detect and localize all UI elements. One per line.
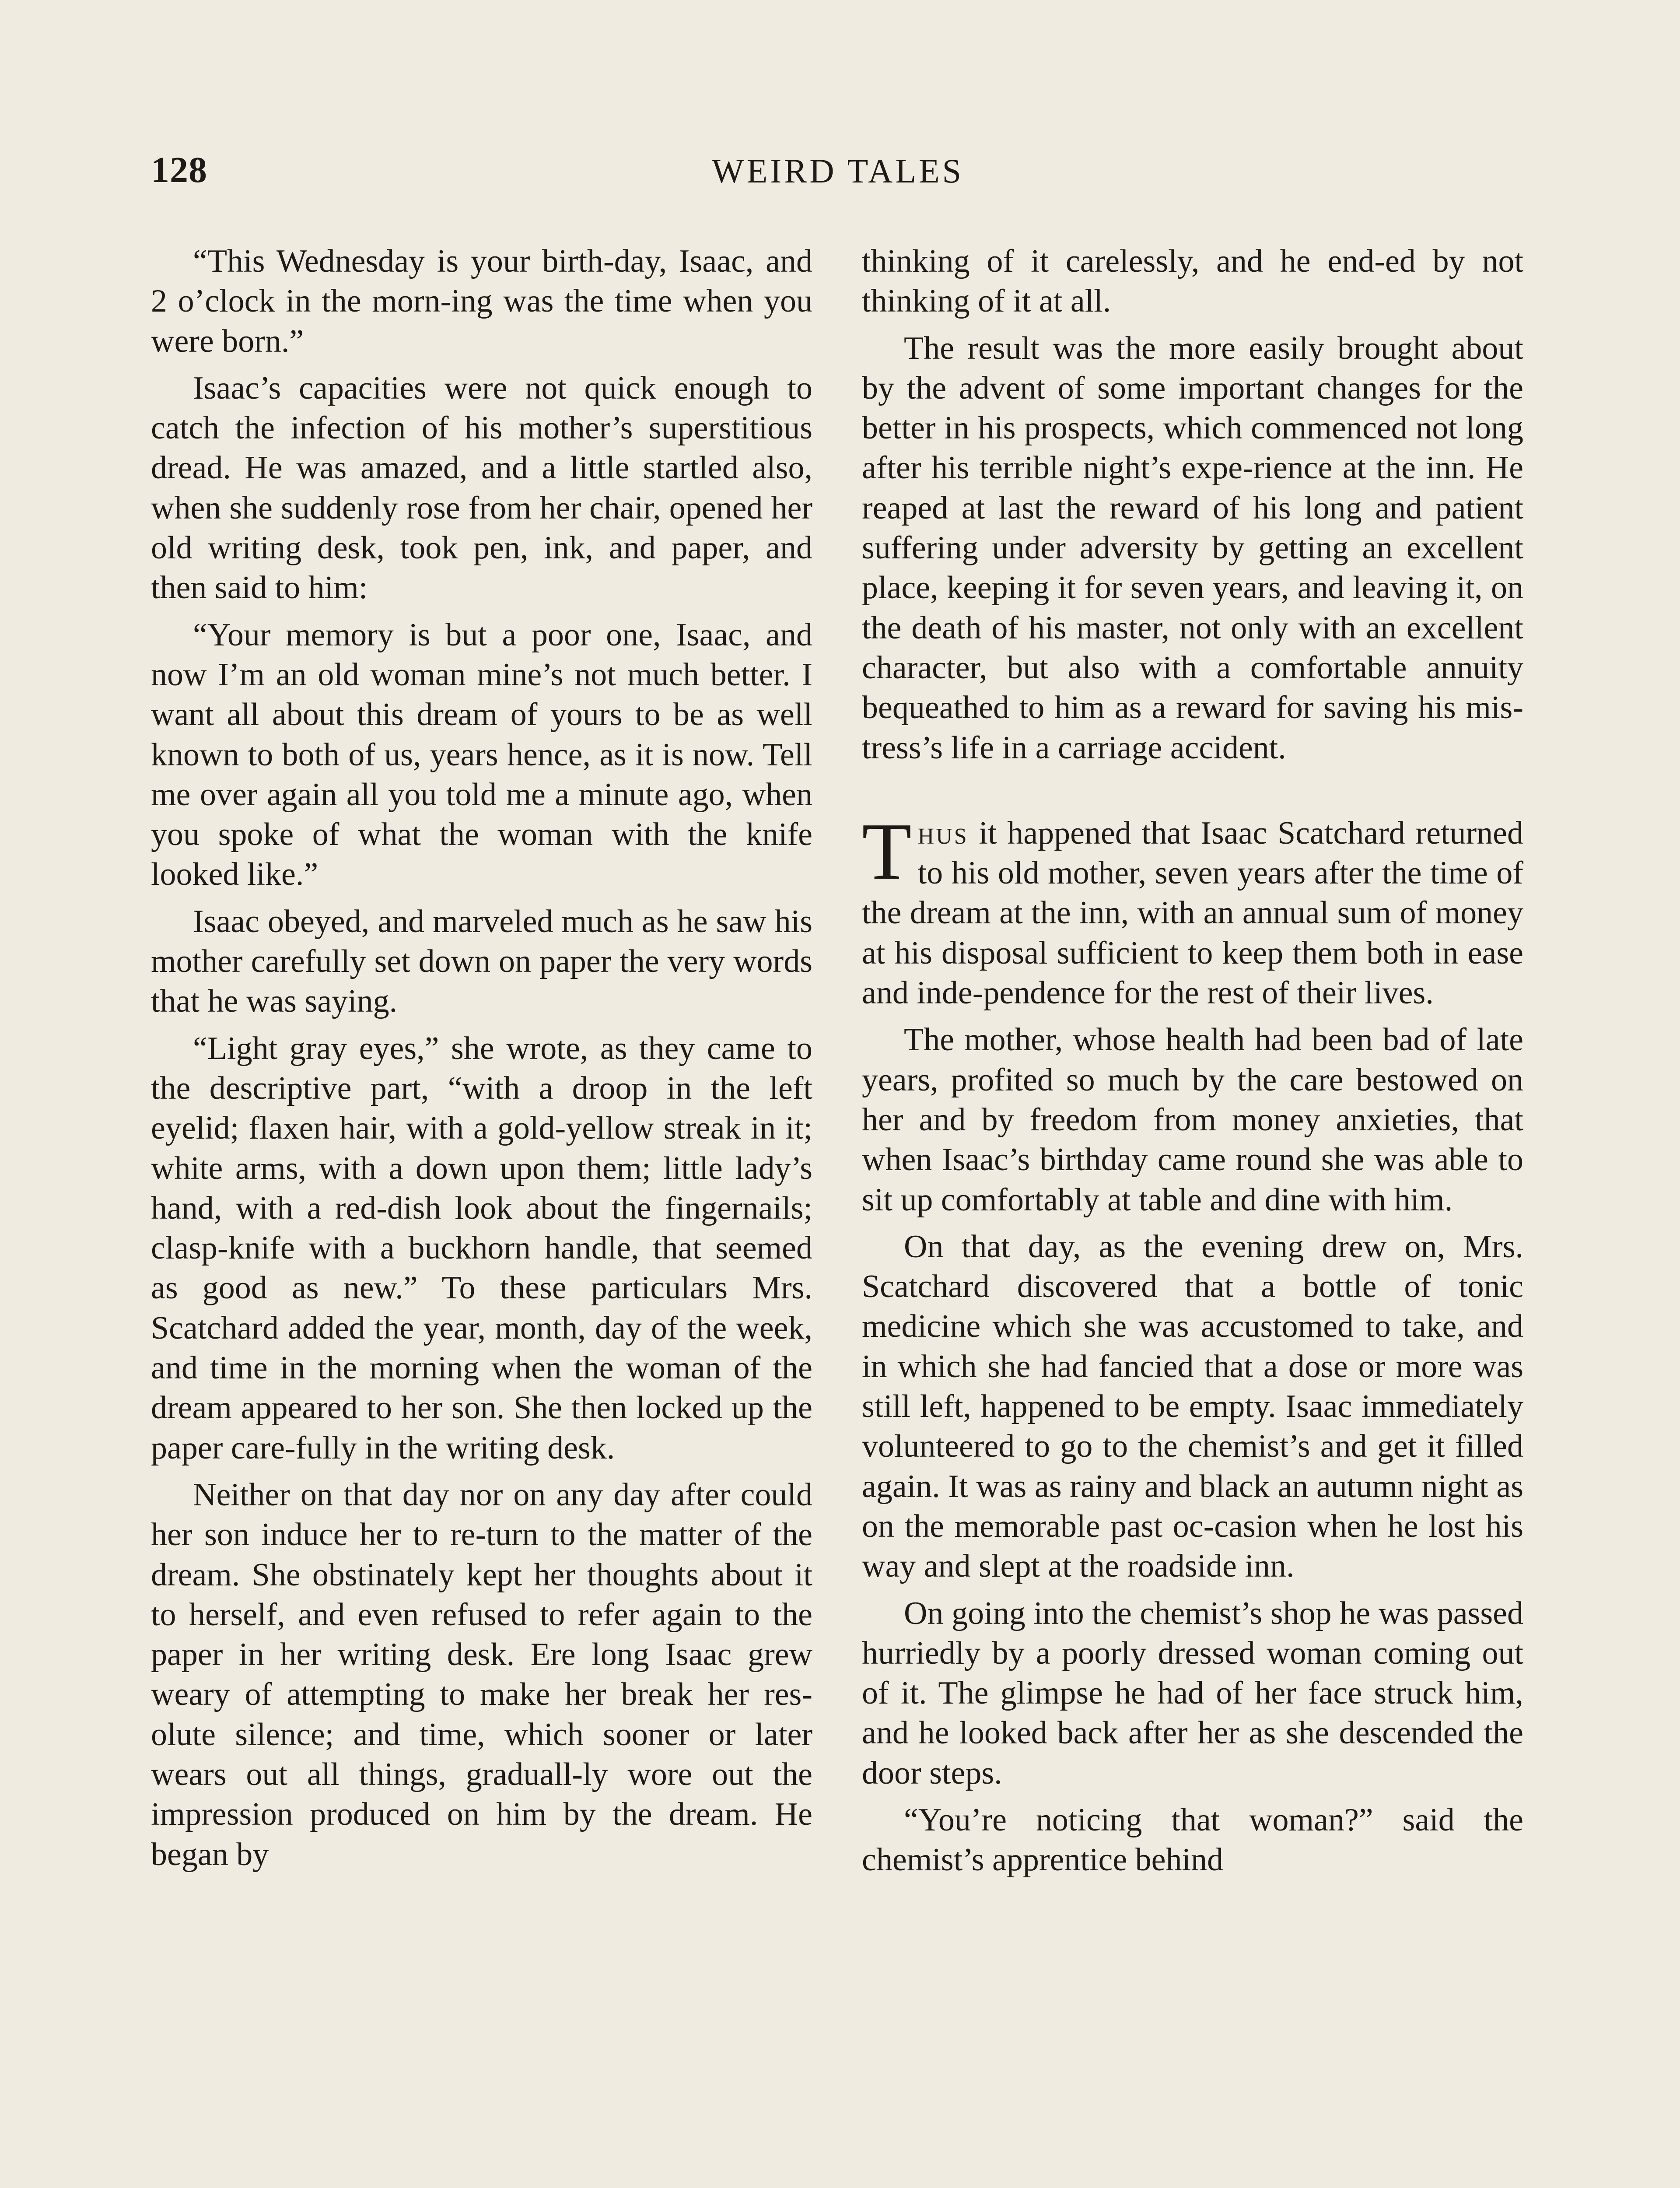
- paragraph: “Your memory is but a poor one, Isaac, and now I’m an old woman mine’s not much better. I want all about this dream of yours to be as well known to both of us, years hence, as it is now. Tell me over again all you told me a minute ago, when you spoke of what the woman with the knife looked like.”: [151, 617, 812, 893]
- paragraph: The mother, whose health had been bad of late years, profited so much by the care bestowed on her and by freedom from money anxieties, that when Isaac’s birthday came round she was able to sit up comfortably at table and dine with him.: [862, 1022, 1523, 1218]
- paragraph-text: it happened that Isaac Scatchard returned to his old mother, seven years after the time of the dream at the inn, with an annual sum of money at his disposal sufficient to keep them both in ease and inde-pendence for the rest of their lives.: [862, 815, 1523, 1011]
- running-head-title: WEIRD TALES: [711, 152, 964, 190]
- left-column: [151, 242, 812, 1882]
- paragraph: On going into the chemist’s shop he was passed hurriedly by a poorly dressed woman coming out of it. The glimpse he had of her face struck him, and he looked back after her as she descended the door steps.: [862, 1595, 1523, 1791]
- drop-cap: T: [862, 806, 912, 897]
- paragraph: “Light gray eyes,” she wrote, as they came to the descriptive part, “with a droop in the left eyelid; flaxen hair, with a gold-yellow streak in it; white arms, with a down upon them; little lady’s hand, with a red-dish look about the fingernails; clasp-knife with a buckhorn handle, that seemed as good as new.” To these particulars Mrs. Scatchard added the year, month, day of the week, and time in the morning when the woman of the dream appeared to her son. She then locked up the paper care-fully in the writing desk.: [151, 1030, 812, 1466]
- paragraph: Isaac obeyed, and marveled much as he saw his mother carefully set down on paper the very words that he was saying.: [151, 903, 812, 1020]
- paragraph: The result was the more easily brought about by the advent of some important changes for the better in his prospects, which commenced not long after his terrible night’s expe-rience at the inn. He reaped at last the reward of his long and patient suffering under adversity by getting an excellent place, keeping it for seven years, and leaving it, on the death of his master, not only with an excellent character, but also with a comfortable annuity bequeathed to him as a reward for saving his mis-tress’s life in a carriage accident.: [862, 330, 1523, 766]
- page-number: 128: [151, 150, 207, 190]
- paragraph: “You’re noticing that woman?” said the chemist’s apprentice behind: [862, 1802, 1523, 1878]
- small-caps-lead: hus: [917, 815, 969, 851]
- page-header: [151, 149, 1525, 201]
- paragraph-continued: thinking of it carelessly, and he end-ed by not thinking of it at all.: [862, 243, 1523, 319]
- paragraph: Neither on that day nor on any day after could her son induce her to re-turn to the matter of the dream. She obstinately kept her thoughts about it to herself, and even refused to refer again to the paper in her writing desk. Ere long Isaac grew weary of attempting to make her break her res-olute silence; and time, which sooner or later wears out all things, graduall-ly wore out the impression produced on him by the dream. He began by: [151, 1476, 812, 1872]
- paragraph: Isaac’s capacities were not quick enough to catch the infection of his mother’s superstitious dread. He was amazed, and a little startled also, when she suddenly rose from her chair, opened her old writing desk, took pen, ink, and paper, and then said to him:: [151, 370, 812, 606]
- section-break: [862, 775, 1523, 813]
- paragraph: On that day, as the evening drew on, Mrs. Scatchard discovered that a bottle of tonic medicine which she was accustomed to take, and in which she had fancied that a dose or more was still left, happened to be empty. Isaac immediately volunteered to go to the chemist’s and get it filled again. It was as rainy and black an autumn night as on the memorable past oc-casion when he lost his way and slept at the roadside inn.: [862, 1228, 1523, 1585]
- right-column: [862, 242, 1523, 1887]
- section-opening-paragraph: [862, 806, 1523, 1013]
- paragraph: “This Wednesday is your birth-day, Isaac, and 2 o’clock in the morn-ing was the time when you were born.”: [151, 243, 812, 359]
